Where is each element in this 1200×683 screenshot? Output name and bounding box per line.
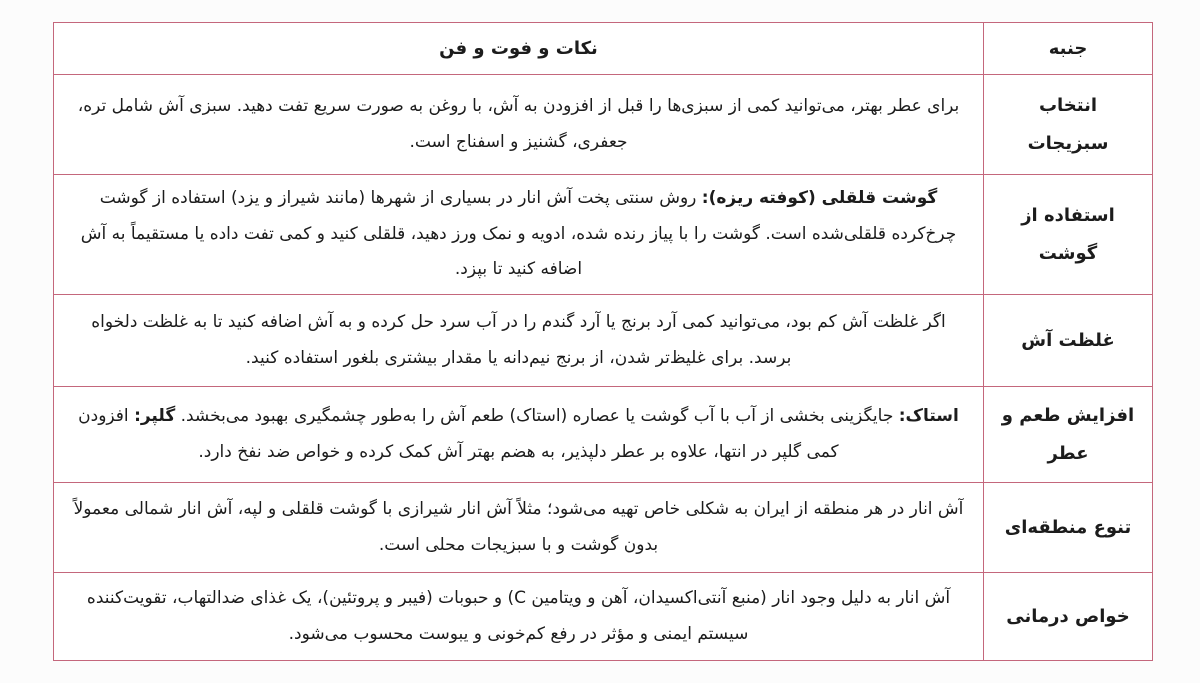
tip-cell [54, 483, 984, 573]
tip-text: جایگزینی بخشی از آب با آب گوشت یا عصاره (استاک) طعم آش را به‌طور چشمگیری بهبود می‌بخشد. [175, 405, 899, 426]
tip-cell [54, 387, 984, 483]
tip-text: روش سنتی پخت آش انار در بسیاری از شهرها (مانند شیراز و یزد) استفاده از گوشت چرخ‌کرده قلقلی‌شده است. گوشت را با پیاز رنده شده، ادویه و نمک ورز دهید، قلقلی کنید و کمی تفت داده یا مستقیماً به آش اضافه کنید تا بپزد. [80, 188, 957, 280]
tip-cell [54, 75, 984, 175]
tip-bold-term: استاک: [898, 405, 959, 426]
tip-text: افزودن کمی گلپر در انتها، علاوه بر عطر دلپذیر، به هضم بهتر آش کمک کرده و خواص ضد نفخ دارد. [78, 405, 839, 462]
row-health-benefits [54, 573, 1153, 661]
tip-text: اگر غلظت آش کم بود، می‌توانید کمی آرد برنج یا آرد گندم را در آب سرد حل کرده و به آش اضافه کنید تا به غلظت دلخواه برسد. برای غلیظ‌تر شدن، از برنج نیم‌دانه یا مقدار بیشتری بلغور استفاده کنید. [91, 311, 946, 368]
header-row [54, 23, 1153, 75]
aspect-cell: استفاده از گوشت [984, 175, 1153, 295]
tip-bold-term: گلپر: [134, 405, 176, 426]
header-aspect: جنبه [984, 23, 1153, 75]
row-soup-thickness [54, 295, 1153, 387]
row-vegetable-selection [54, 75, 1153, 175]
tips-table-container [53, 22, 1153, 661]
tip-cell [54, 295, 984, 387]
aspect-cell: خواص درمانی [984, 573, 1153, 661]
tip-cell [54, 175, 984, 295]
ash-anar-tips-table [53, 22, 1153, 661]
aspect-cell: تنوع منطقه‌ای [984, 483, 1153, 573]
tip-cell [54, 573, 984, 661]
row-regional-variety [54, 483, 1153, 573]
tip-text: برای عطر بهتر، می‌توانید کمی از سبزی‌ها را قبل از افزودن به آش، با روغن به صورت سریع تفت دهید. سبزی آش شامل تره، جعفری، گشنیز و اسفناج است. [77, 95, 960, 152]
aspect-cell: انتخاب سبزیجات [984, 75, 1153, 175]
tip-bold-term: گوشت قلقلی (کوفته ریزه): [701, 188, 938, 208]
aspect-cell: غلظت آش [984, 295, 1153, 387]
row-flavor-aroma [54, 387, 1153, 483]
aspect-cell: افزایش طعم و عطر [984, 387, 1153, 483]
tip-text: آش انار به دلیل وجود انار (منبع آنتی‌اکسیدان، آهن و ویتامین C) و حبوبات (فیبر و پروتئین)، یک غذای ضدالتهاب، تقویت‌کننده سیستم ایمنی و مؤثر در رفع کم‌خونی و یبوست محسوب می‌شود. [86, 587, 951, 644]
tip-text: آش انار در هر منطقه از ایران به شکلی خاص تهیه می‌شود؛ مثلاً آش انار شیرازی با گوشت قلقلی و لپه، آش انار شمالی معمولاً بدون گوشت و با سبزیجات محلی است. [73, 498, 964, 555]
row-meat-usage [54, 175, 1153, 295]
header-tips: نکات و فوت و فن [54, 23, 984, 75]
